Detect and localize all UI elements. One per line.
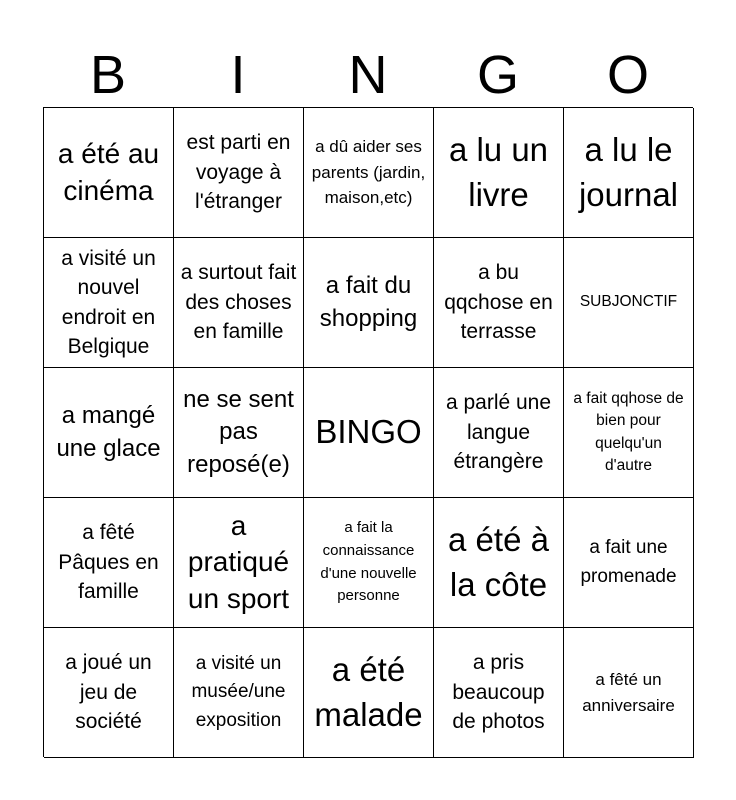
bingo-cell-text: a visité un musée/une exposition	[191, 653, 286, 731]
bingo-cell-4-4[interactable]	[434, 498, 564, 628]
bingo-cell-5-3[interactable]	[304, 628, 434, 758]
bingo-cell-3-5[interactable]	[564, 368, 694, 498]
bingo-cell-text: a parlé une langue étrangère	[445, 391, 552, 474]
bingo-cell-2-3[interactable]	[304, 238, 434, 368]
bingo-cell-text: a mangé une glace	[56, 402, 161, 462]
bingo-cell-text: a été à la côte	[448, 520, 549, 603]
header-letter-o: O	[606, 45, 649, 105]
bingo-cell-text: a lu un livre	[448, 130, 549, 213]
header-letter-b: B	[89, 45, 127, 105]
bingo-cell-2-4[interactable]	[434, 238, 564, 368]
bingo-cell-4-5[interactable]	[564, 498, 694, 628]
bingo-cell-4-2[interactable]	[174, 498, 304, 628]
bingo-cell-text: a dû aider ses parents (jardin, maison,etc)	[311, 137, 426, 208]
bingo-cell-3-4[interactable]	[434, 368, 564, 498]
bingo-cell-text: a pratiqué un sport	[187, 509, 290, 614]
bingo-cell-text: a fait qqhose de bien pour quelqu'un d'autre	[573, 389, 684, 474]
bingo-header	[43, 40, 693, 110]
bingo-cell-1-2[interactable]	[174, 108, 304, 238]
bingo-cell-text: a fait une promenade	[580, 537, 677, 587]
bingo-cell-5-1[interactable]	[44, 628, 174, 758]
bingo-cell-text: a fêté Pâques en famille	[58, 521, 159, 604]
bingo-cell-text: a lu le journal	[578, 130, 679, 213]
bingo-cell-5-4[interactable]	[434, 628, 564, 758]
bingo-cell-5-2[interactable]	[174, 628, 304, 758]
bingo-cell-3-1[interactable]	[44, 368, 174, 498]
header-letter-i: I	[230, 45, 246, 105]
bingo-cell-1-5[interactable]	[564, 108, 694, 238]
bingo-cell-2-1[interactable]	[44, 238, 174, 368]
bingo-cell-1-3[interactable]	[304, 108, 434, 238]
bingo-cell-5-5[interactable]	[564, 628, 694, 758]
bingo-cell-text: a fêté un anniversaire	[582, 670, 675, 715]
bingo-cell-2-2[interactable]	[174, 238, 304, 368]
bingo-cell-4-3[interactable]	[304, 498, 434, 628]
bingo-cell-text: a bu qqchose en terrasse	[444, 261, 553, 344]
bingo-cell-3-2[interactable]	[174, 368, 304, 498]
bingo-cell-text: a surtout fait des choses en famille	[180, 261, 297, 344]
bingo-cell-1-1[interactable]	[44, 108, 174, 238]
bingo-cell-text: BINGO	[315, 413, 422, 451]
bingo-cell-3-3[interactable]	[304, 368, 434, 498]
bingo-cell-text: ne se sent pas reposé(e)	[183, 385, 294, 478]
bingo-cell-text: a été au cinéma	[57, 138, 160, 206]
bingo-cell-2-5[interactable]	[564, 238, 694, 368]
bingo-cell-4-1[interactable]	[44, 498, 174, 628]
bingo-cell-text: a visité un nouvel endroit en Belgique	[61, 246, 156, 358]
header-letter-n: N	[348, 45, 388, 105]
bingo-cell-text: a été malade	[314, 650, 423, 733]
bingo-cell-text: SUBJONCTIF	[579, 293, 678, 311]
bingo-cell-text: a joué un jeu de société	[65, 651, 152, 734]
bingo-cell-text: est parti en voyage à l'étranger	[186, 131, 291, 214]
bingo-grid	[43, 107, 693, 757]
bingo-cell-1-4[interactable]	[434, 108, 564, 238]
bingo-cell-text: a fait la connaissance d'une nouvelle personne	[320, 518, 417, 605]
bingo-cell-text: a fait du shopping	[319, 272, 418, 332]
header-letter-g: G	[476, 45, 519, 105]
bingo-cell-text: a pris beaucoup de photos	[452, 651, 545, 734]
